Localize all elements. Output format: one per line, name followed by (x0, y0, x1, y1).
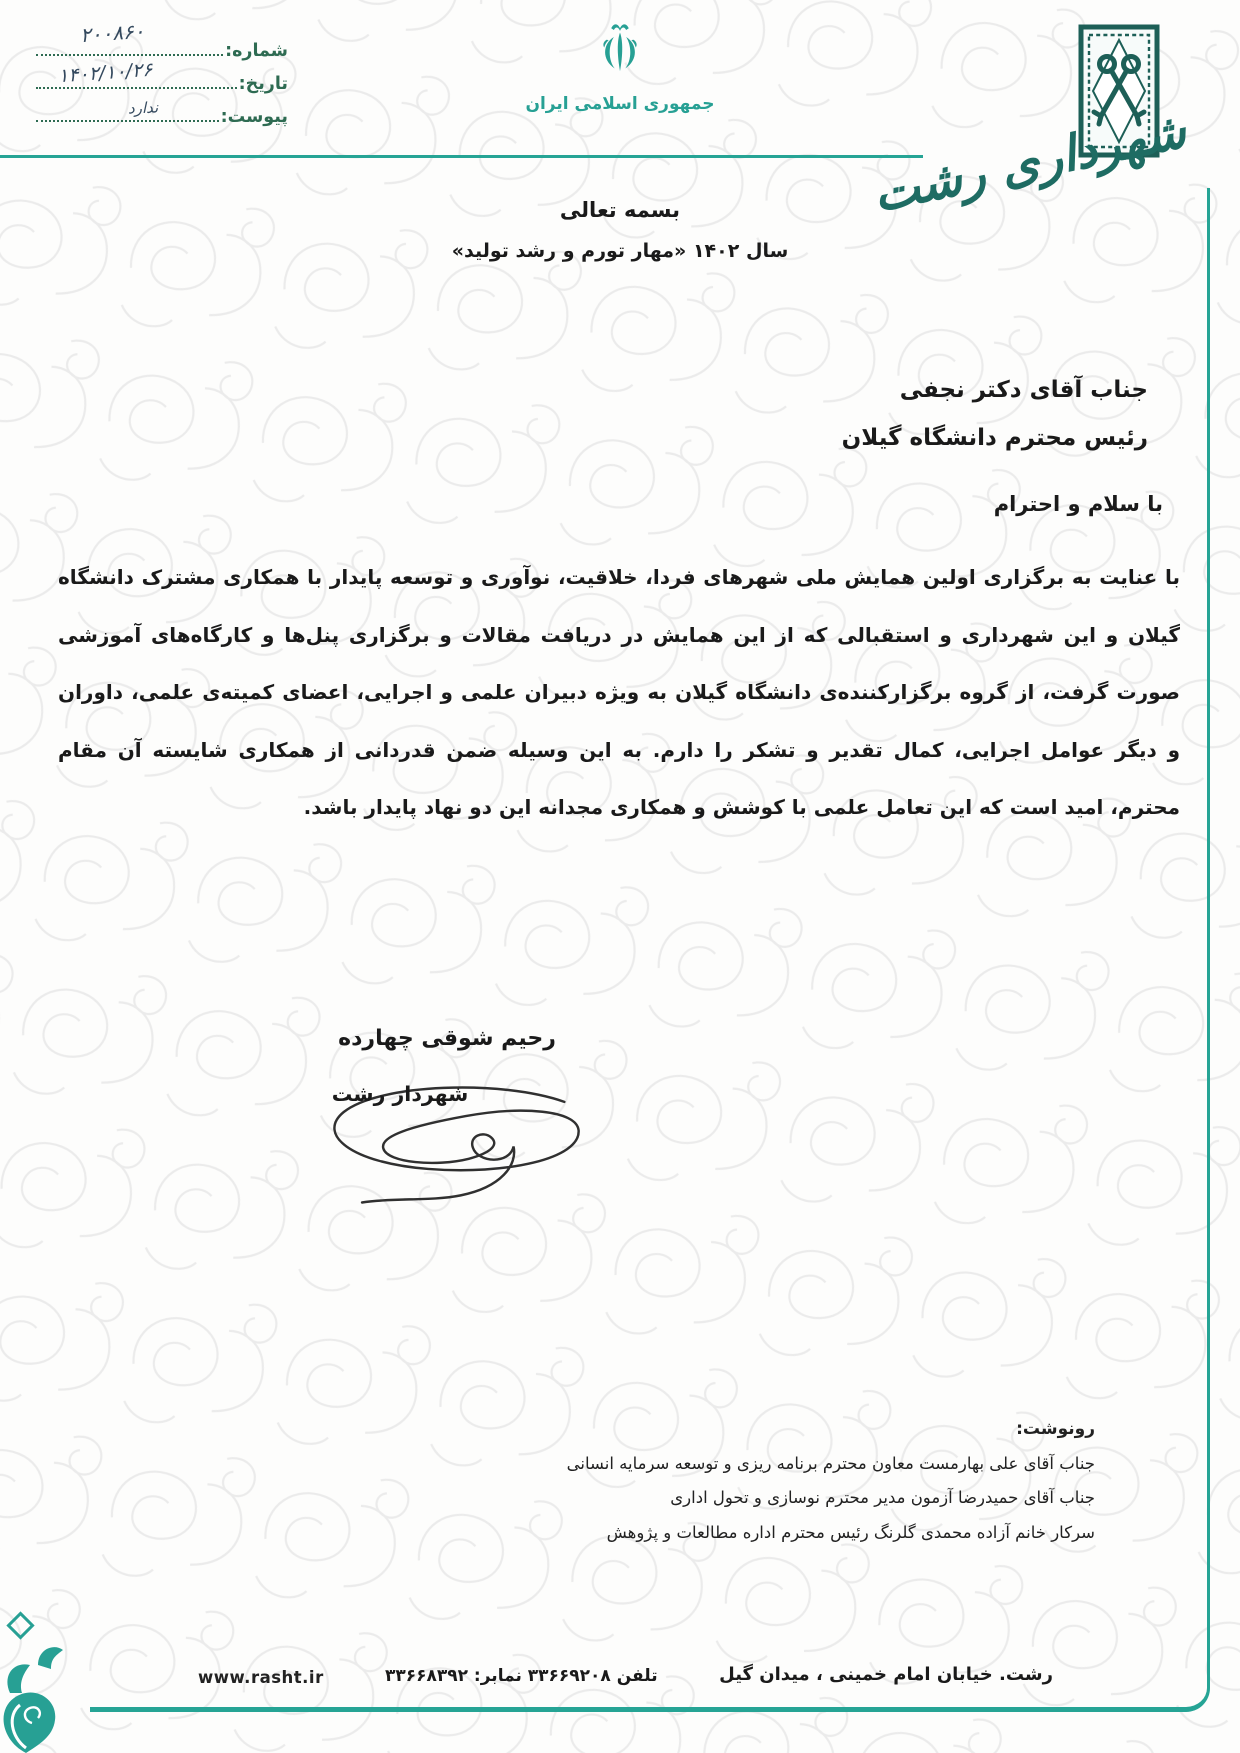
besmele-heading: بسمه تعالی (559, 198, 681, 222)
iran-emblem-icon (592, 20, 648, 82)
year-slogan: سال ۱۴۰۲ «مهار تورم و رشد تولید» (451, 240, 789, 262)
cc-item: جناب آقای حمیدرضا آزمون مدیر محترم نوسازی و تحول اداری (670, 1488, 1095, 1507)
corner-ornament-icon (0, 1603, 100, 1753)
addressee-title: رئیس محترم دانشگاه گیلان (841, 425, 1148, 451)
emblem-caption: جمهوری اسلامی ایران (525, 94, 715, 114)
header-rule-line (0, 155, 923, 158)
letter-body-paragraph: با عنایت به برگزاری اولین همایش ملی شهرهای فردا، خلاقیت، نوآوری و توسعه پایدار با همکاری مشترک دانشگاه گیلان و این شهرداری و استقبالی که از این همایش در دریافت مقالات و برگزاری پنل‌ها و کارگاه‌های آموزشی صورت گرفت، از گروه برگزارکننده‌ی دانشگاه گیلان به ویژه دبیران علمی و اجرایی، اعضای کمیته‌ی علمی، داوران و دیگر عوامل اجرایی، کمال تقدیر و تشکر را دارم. به این وسیله ضمن قدردانی از همکاری شایسته آن مقام محترم، امید است که این تعامل علمی با کوشش و همکاری مجدانه این دو نهاد پایدار باشد. (58, 565, 1180, 819)
cc-label: رونوشت: (1016, 1419, 1095, 1439)
addressee-block (842, 366, 1148, 462)
attachment-label: پیوست: (220, 107, 288, 127)
signature-title: شهردار رشت (331, 1082, 469, 1106)
cc-block (567, 1412, 1095, 1550)
addressee-name: جناب آقای دکتر نجفی (899, 377, 1148, 403)
number-value: ۲۰۰۸۶۰ (79, 18, 146, 48)
attachment-value: ندارد (127, 98, 159, 118)
date-field (30, 58, 288, 94)
footer-website: www.rasht.ir (198, 1668, 324, 1687)
attachment-field (30, 94, 288, 127)
letter-reference-fields (30, 18, 288, 127)
signature-name: رحیم شوقی چهارده (338, 1026, 556, 1051)
footer-address: رشت. خیابان امام خمینی ، میدان گیل (719, 1664, 1053, 1685)
number-field (30, 18, 288, 61)
date-value: ۱۴۰۲/۱۰/۲۶ (57, 58, 154, 88)
date-label: تاریخ: (238, 74, 288, 94)
date-dotted-line (36, 87, 237, 89)
attachment-dotted-line (36, 120, 219, 122)
salutation: با سلام و احترام (993, 492, 1163, 516)
national-emblem-block (505, 20, 735, 114)
municipality-calligraphy: شهرداری رشت (867, 101, 1191, 224)
number-dotted-line (36, 54, 223, 56)
footer-phone: تلفن ۳۳۶۶۹۲۰۸ نمابر: ۳۳۶۶۸۳۹۲ (385, 1666, 658, 1686)
cc-item: جناب آقای علی بهارمست معاون محترم برنامه ریزی و توسعه سرمایه انسانی (566, 1453, 1095, 1473)
cc-item: سرکار خانم آزاده محمدی گلرنگ رئیس محترم اداره مطالعات و پژوهش (606, 1522, 1095, 1542)
number-label: شماره: (225, 41, 288, 61)
